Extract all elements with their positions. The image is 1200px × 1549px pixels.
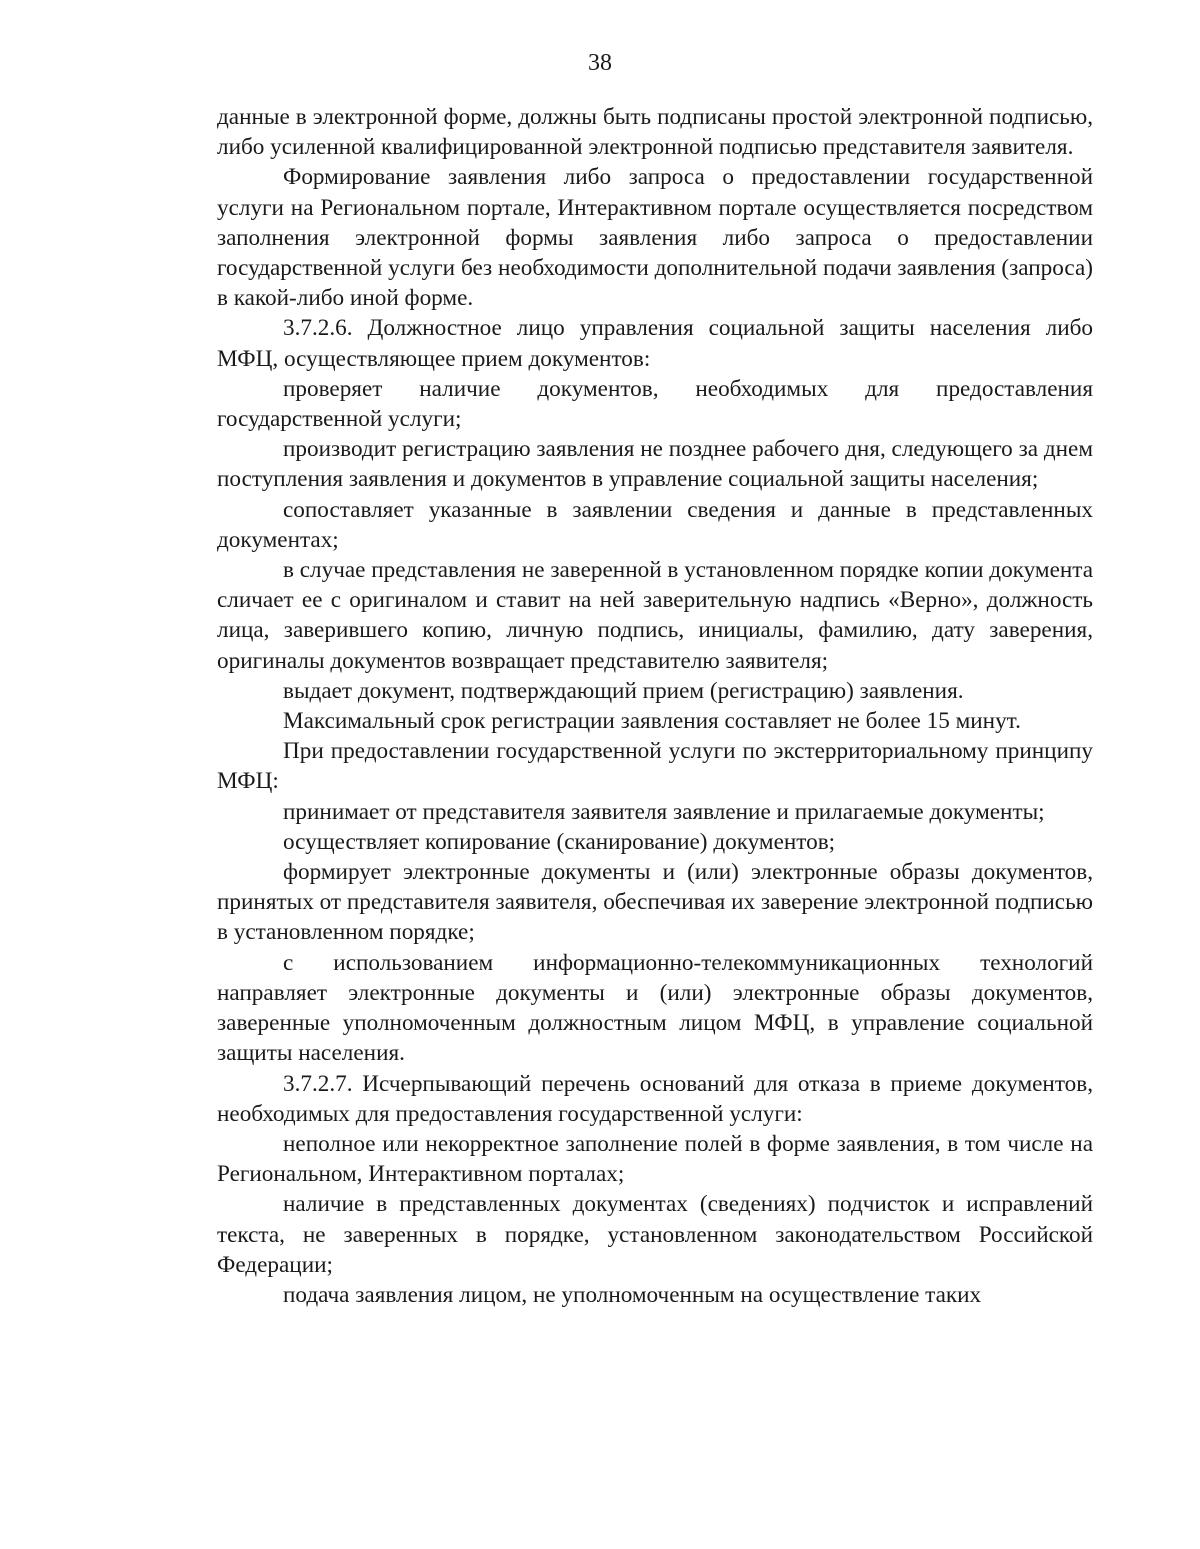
paragraph: 3.7.2.7. Исчерпывающий перечень оснований для отказа в приеме документов, необходимых для предоставления государственной услуги: <box>217 1070 1093 1127</box>
page-number: 38 <box>588 50 612 76</box>
paragraph: 3.7.2.6. Должностное лицо управления социальной защиты населения либо МФЦ, осуществляющее прием документов: <box>217 315 1093 372</box>
paragraph: принимает от представителя заявителя заявление и прилагаемые документы; <box>283 798 1045 825</box>
document-body <box>217 102 1093 1310</box>
paragraph: наличие в представленных документах (сведениях) подчисток и исправлений текста, не заверенных в порядке, установленном законодательством Российской Федерации; <box>217 1191 1093 1278</box>
paragraph: осуществляет копирование (сканирование) документов; <box>283 828 836 855</box>
paragraph: в случае представления не заверенной в установленном порядке копии документа сличает ее с оригиналом и ставит на ней заверительную надпись «Верно», должность лица, заверившего копию, личную подпись, инициалы, фамилию, дату заверения, оригиналы документов возвращает представителю заявителя; <box>217 557 1093 674</box>
paragraph: При предоставлении государственной услуги по экстерриториальному принципу МФЦ: <box>217 738 1093 795</box>
paragraph: сопоставляет указанные в заявлении сведения и данные в представленных документах; <box>217 496 1093 553</box>
paragraph: проверяет наличие документов, необходимых для предоставления государственной услуги; <box>217 375 1093 433</box>
paragraph: данные в электронной форме, должны быть подписаны простой электронной подписью, либо усиленной квалифицированной электронной подписью представителя заявителя. <box>217 104 1093 161</box>
paragraph: Максимальный срок регистрации заявления составляет не более 15 минут. <box>283 708 1021 735</box>
paragraph: подача заявления лицом, не уполномоченным на осуществление таких <box>283 1281 982 1308</box>
paragraph: неполное или некорректное заполнение полей в форме заявления, в том числе на Региональном, Интерактивном порталах; <box>217 1130 1093 1188</box>
paragraph: выдает документ, подтверждающий прием (регистрацию) заявления. <box>283 677 964 704</box>
paragraph: с использованием информационно-телекоммуникационных технологий направляет электронные документы и (или) электронные образы документов, заверенные уполномоченным должностным лицом МФЦ, в управление социальной защиты населения. <box>217 949 1093 1067</box>
paragraph: Формирование заявления либо запроса о предоставлении государственной услуги на Региональном портале, Интерактивном портале осуществляется посредством заполнения электронной формы заявления либо запроса о предоставлении государственной услуги без необходимости дополнительной подачи заявления (запроса) в какой-либо иной форме. <box>217 164 1093 312</box>
paragraph: формирует электронные документы и (или) электронные образы документов, принятых от представителя заявителя, обеспечивая их заверение электронной подписью в установленном порядке; <box>217 859 1093 946</box>
paragraph: производит регистрацию заявления не позднее рабочего дня, следующего за днем поступления заявления и документов в управление социальной защиты населения; <box>217 436 1093 493</box>
